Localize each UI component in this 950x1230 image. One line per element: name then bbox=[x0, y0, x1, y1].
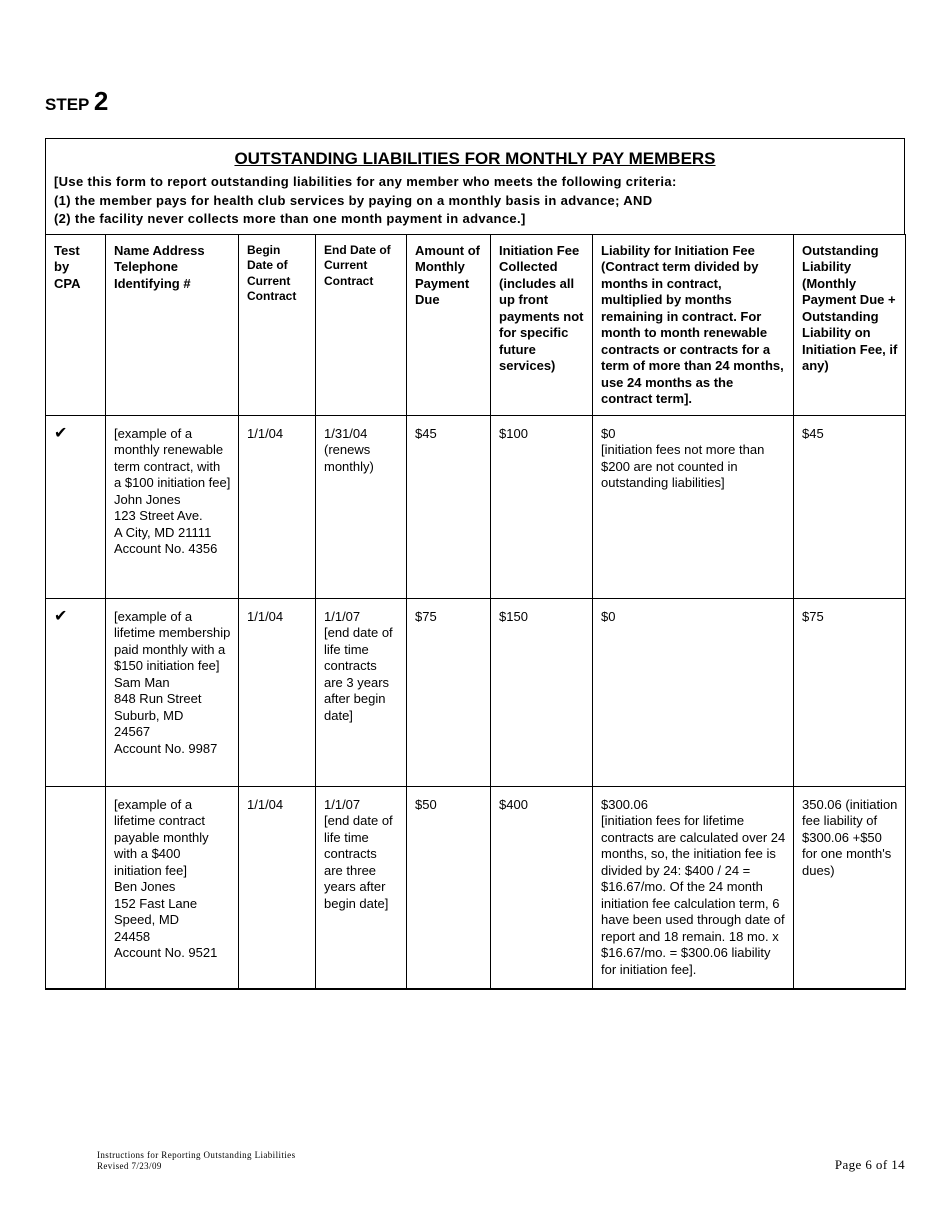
end-date bbox=[316, 598, 407, 786]
liabilities-form bbox=[45, 138, 905, 990]
criteria-line-3: (2) the facility never collects more than one month payment in advance.] bbox=[54, 211, 526, 226]
page-number: Page 6 of 14 bbox=[834, 1157, 905, 1172]
member-info bbox=[106, 415, 239, 598]
member-street: 152 Fast Lane bbox=[114, 895, 198, 911]
cpa-check bbox=[46, 786, 106, 989]
initiation-fee: $150 bbox=[491, 598, 593, 786]
member-city: Suburb, MD bbox=[114, 707, 184, 723]
outstanding-liability: $75 bbox=[794, 598, 906, 786]
header-test-by-cpa: Test by CPA bbox=[46, 234, 106, 415]
fee-liability-amount: $0 bbox=[601, 425, 616, 441]
cpa-check: ✔ bbox=[46, 415, 106, 598]
example-note: [example of a lifetime contract payable monthly with a $400 initiation fee] bbox=[114, 796, 209, 878]
member-street: 123 Street Ave. bbox=[114, 508, 203, 523]
fee-liability-note: [initiation fees for lifetime contracts are calculated over 24 months, so, the initiation fee is divided by 24: $400 / 24 = $16.67/mo. Of the 24 month initiation fee calculation term, 6 have been used through date of report and 18 remain. 18 mo. x $16.67/mo. = $300.06 liability for initiation fee]. bbox=[601, 813, 786, 977]
cpa-check: ✔ bbox=[46, 598, 106, 786]
member-info bbox=[106, 786, 239, 989]
fee-liability bbox=[593, 598, 794, 786]
end-date-note: [end date of life time contracts are three years after begin date] bbox=[324, 813, 393, 911]
end-date-note: [end date of life time contracts are 3 years after begin date] bbox=[324, 625, 393, 723]
footer bbox=[97, 1150, 295, 1172]
monthly-payment: $75 bbox=[407, 598, 491, 786]
header-begin-date: Begin Date of Current Contract bbox=[239, 234, 316, 415]
footer-revised: Revised 7/23/09 bbox=[97, 1161, 162, 1171]
end-date-value: 1/1/07 bbox=[324, 796, 361, 812]
member-account: Account No. 4356 bbox=[114, 541, 218, 556]
table-row bbox=[46, 598, 906, 786]
begin-date: 1/1/04 bbox=[239, 598, 316, 786]
header-end-date: End Date of Current Contract bbox=[316, 234, 407, 415]
step-label: STEP bbox=[45, 95, 90, 114]
member-name: Sam Man bbox=[114, 674, 170, 690]
outstanding-liability: 350.06 (initiation fee liability of $300.06 +$50 for one month's dues) bbox=[794, 786, 906, 989]
member-name: Ben Jones bbox=[114, 879, 176, 894]
form-header bbox=[45, 138, 905, 234]
header-name-address: Name Address Telephone Identifying # bbox=[106, 234, 239, 415]
table-header-row bbox=[46, 234, 906, 415]
monthly-payment: $45 bbox=[407, 415, 491, 598]
criteria-line-1: [Use this form to report outstanding liabilities for any member who meets the following criteria: bbox=[54, 174, 677, 189]
initiation-fee: $400 bbox=[491, 786, 593, 989]
header-fee-liability: Liability for Initiation Fee (Contract term divided by months in contract, multiplied by months remaining in contract. For month to month renewable contracts or contracts for a term of more than 24 months, use 24 months as the contract term]. bbox=[593, 234, 794, 415]
example-note: [example of a lifetime membership paid monthly with a $150 initiation fee] bbox=[114, 608, 231, 673]
begin-date: 1/1/04 bbox=[239, 415, 316, 598]
member-street: 848 Run Street bbox=[114, 691, 202, 706]
outstanding-liability: $45 bbox=[794, 415, 906, 598]
end-date-value: 1/1/07 bbox=[324, 608, 361, 624]
header-initiation-fee: Initiation Fee Collected (includes all up front payments not for specific future services) bbox=[491, 234, 593, 415]
example-note: [example of a monthly renewable term contract, with a $100 initiation fee] bbox=[114, 425, 231, 490]
member-account: Account No. 9987 bbox=[114, 740, 218, 756]
table-row bbox=[46, 415, 906, 598]
header-monthly-payment: Amount of Monthly Payment Due bbox=[407, 234, 491, 415]
initiation-fee: $100 bbox=[491, 415, 593, 598]
fee-liability-amount: $0 bbox=[601, 608, 616, 624]
footer-doc-title: Instructions for Reporting Outstanding Liabilities bbox=[97, 1150, 296, 1160]
monthly-payment: $50 bbox=[407, 786, 491, 989]
end-date: 1/31/04 (renews monthly) bbox=[316, 415, 407, 598]
member-city: A City, MD 21111 bbox=[114, 524, 212, 540]
member-zip: 24567 bbox=[114, 724, 151, 739]
liabilities-table bbox=[45, 234, 906, 991]
step-number: 2 bbox=[93, 86, 109, 116]
member-account: Account No. 9521 bbox=[114, 945, 218, 960]
fee-liability bbox=[593, 415, 794, 598]
table-row bbox=[46, 786, 906, 989]
member-zip: 24458 bbox=[114, 928, 151, 944]
header-outstanding-liability: Outstanding Liability (Monthly Payment Due + Outstanding Liability on Initiation Fee, if any) bbox=[794, 234, 906, 415]
fee-liability-note: [initiation fees not more than $200 are not counted in outstanding liabilities] bbox=[601, 442, 765, 490]
member-name: John Jones bbox=[114, 491, 181, 507]
begin-date: 1/1/04 bbox=[239, 786, 316, 989]
form-title: OUTSTANDING LIABILITIES FOR MONTHLY PAY MEMBERS bbox=[234, 149, 716, 168]
fee-liability bbox=[593, 786, 794, 989]
step-heading bbox=[45, 86, 108, 117]
end-date bbox=[316, 786, 407, 989]
member-city: Speed, MD bbox=[114, 912, 180, 927]
member-info bbox=[106, 598, 239, 786]
fee-liability-amount: $300.06 bbox=[601, 796, 648, 812]
criteria-line-2: (1) the member pays for health club services by paying on a monthly basis in advance; AND bbox=[54, 192, 653, 208]
